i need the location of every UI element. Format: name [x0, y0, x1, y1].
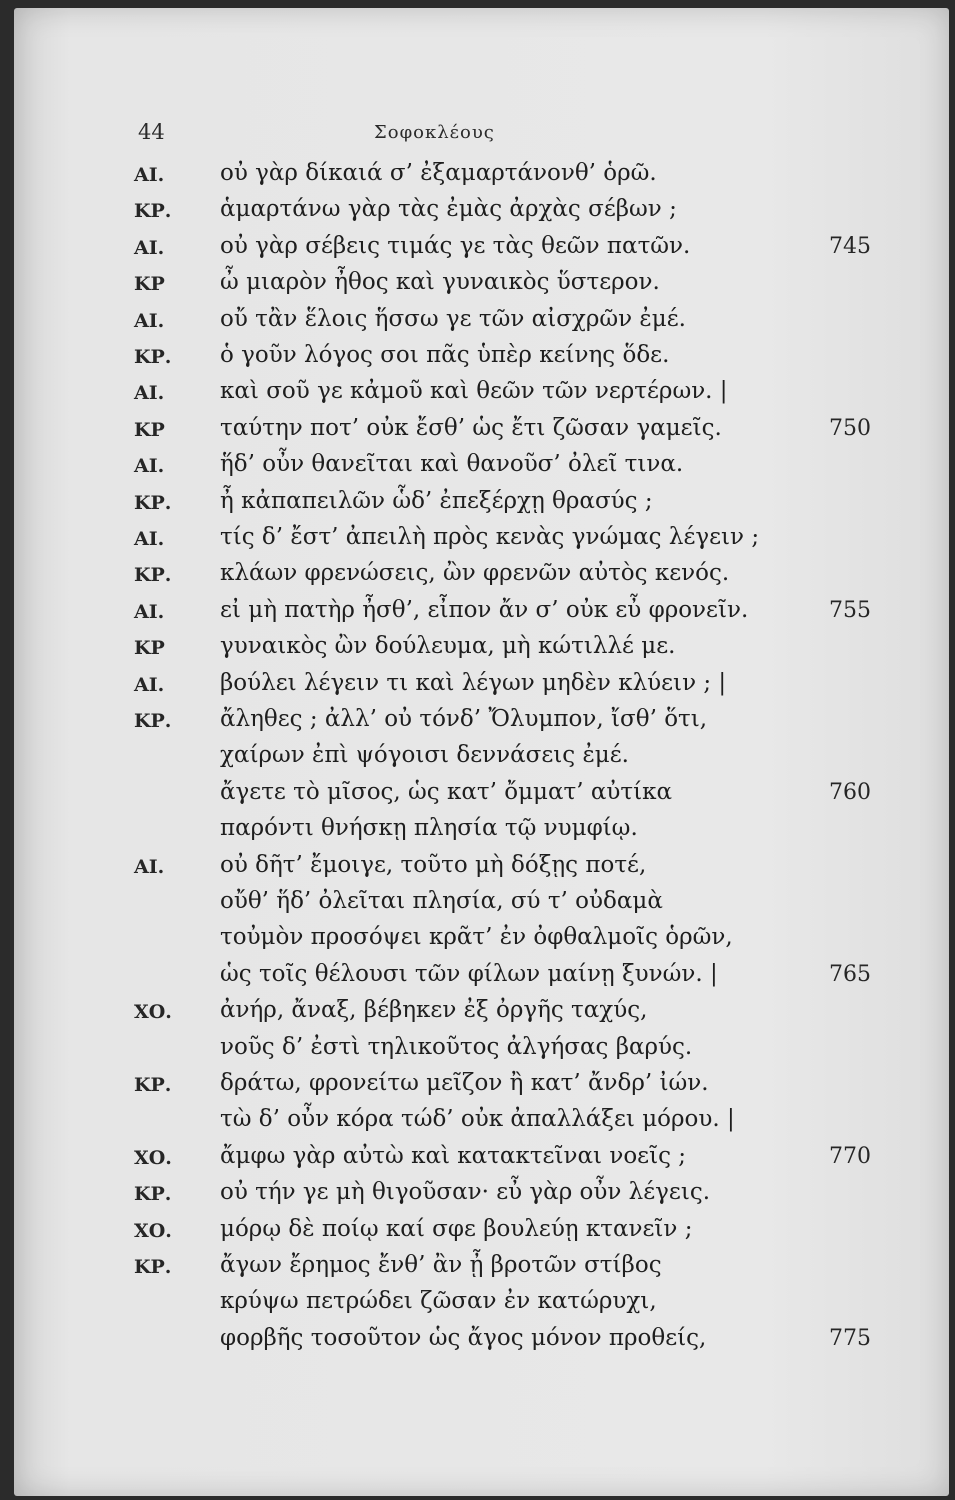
speaker-label: ΑΙ. [134, 164, 165, 186]
speaker-label: ΚΡ. [134, 710, 172, 732]
verse-line [14, 742, 949, 778]
verse-line [14, 1288, 949, 1324]
verse-line [14, 706, 949, 742]
line-number: 760 [829, 779, 871, 805]
line-number: 745 [829, 233, 871, 259]
verse-line [14, 160, 949, 196]
verse-line [14, 1034, 949, 1070]
speaker-label: ΑΙ. [134, 673, 165, 696]
verse-text: ἄμφω γὰρ αὐτὼ καὶ κατακτεῖναι νοεῖς ; [220, 1142, 687, 1169]
line-number: 750 [829, 415, 871, 441]
speaker-label: ΚΡ. [134, 564, 172, 587]
book-page [14, 8, 949, 1496]
verse-line [14, 378, 949, 414]
verse-line [14, 597, 949, 633]
verse-line [14, 269, 949, 305]
speaker-label: ΑΙ. [134, 600, 165, 623]
page-number: 44 [138, 120, 165, 144]
verse-line [14, 888, 949, 924]
verse-line [14, 633, 949, 669]
speaker-label: ΚΡ. [134, 346, 172, 368]
verse-line [14, 1143, 949, 1179]
verse-line [14, 196, 949, 232]
verse-text: εἰ μὴ πατὴρ ἦσθ’, εἶπον ἄν σ’ οὐκ εὖ φρονεῖν. [220, 596, 749, 623]
verse-text: ὁ γοῦν λόγος σοι πᾶς ὑπὲρ κείνης ὅδε. [220, 342, 670, 368]
speaker-label: ΑΙ. [134, 855, 165, 878]
verse-text: νοῦς δ’ ἐστὶ τηλικοῦτος ἀλγήσας βαρύς. [220, 1033, 693, 1060]
speaker-label: ΚΡ. [134, 491, 172, 514]
verse-text: οὔ τἂν ἕλοις ἥσσω γε τῶν αἰσχρῶν ἐμέ. [220, 305, 686, 332]
speaker-label: ΚΡ. [134, 1256, 172, 1278]
verse-text: τὼ δ’ οὖν κόρα τώδ’ οὐκ ἀπαλλάξει μόρου. | [220, 1106, 735, 1133]
verse-text: δράτω, φρονείτω μεῖζον ἢ κατ’ ἄνδρ’ ἰών. [220, 1070, 709, 1096]
verse-text: φορβῆς τοσοῦτον ὡς ἄγος μόνον προθείς, [220, 1324, 707, 1351]
verse-text: ταύτην ποτ’ οὐκ ἔσθ’ ὡς ἔτι ζῶσαν γαμεῖς. [220, 414, 722, 441]
verse-line [14, 852, 949, 888]
speaker-label: ΚΡ [134, 637, 165, 660]
verse-text: ἀνήρ, ἄναξ, βέβηκεν ἐξ ὀργῆς ταχύς, [220, 997, 648, 1024]
page-header [14, 120, 949, 150]
verse-text: οὐ δῆτ’ ἔμοιγε, τοῦτο μὴ δόξῃς ποτέ, [220, 851, 647, 878]
verse-line [14, 1216, 949, 1252]
verse-text: ἦ κἀπαπειλῶν ὧδ’ ἐπεξέρχῃ θρασύς ; [220, 487, 653, 514]
verse-text: οὐ γὰρ σέβεις τιμάς γε τὰς θεῶν πατῶν. [220, 232, 691, 259]
speaker-label: ΧΟ. [134, 1146, 172, 1169]
verse-text: κρύψω πετρώδει ζῶσαν ἐν κατώρυχι, [220, 1288, 657, 1315]
running-title: Σοφοκλέους [374, 122, 495, 143]
speaker-label: ΚΡ. [134, 200, 172, 223]
speaker-label: ΑΙ. [134, 528, 165, 550]
verse-text: ὡς τοῖς θέλουσι τῶν φίλων μαίνῃ ξυνών. | [220, 960, 718, 987]
line-number: 770 [829, 1143, 871, 1169]
speaker-label: ΚΡ. [134, 1074, 172, 1096]
speaker-label: ΑΙ. [134, 455, 165, 478]
verse-text: ἄγετε τὸ μῖσος, ὡς κατ’ ὄμματ’ αὐτίκα [220, 778, 673, 805]
verse-text: ἥδ’ οὖν θανεῖται καὶ θανοῦσ’ ὀλεῖ τινα. [220, 451, 684, 478]
verse-line [14, 488, 949, 524]
verse-text: ἄληθες ; ἀλλ’ οὐ τόνδ’ Ὄλυμπον, ἴσθ’ ὅτι, [220, 706, 708, 732]
speaker-label: ΧΟ. [134, 1219, 172, 1242]
verse-text: χαίρων ἐπὶ ψόγοισι δεννάσεις ἐμέ. [220, 742, 629, 769]
speaker-label: ΧΟ. [134, 1001, 172, 1024]
verse-text: τίς δ’ ἔστ’ ἀπειλὴ πρὸς κενὰς γνώμας λέγειν ; [220, 524, 760, 550]
verse-line [14, 1252, 949, 1288]
verse-line [14, 560, 949, 596]
speaker-label: ΚΡ. [134, 1183, 172, 1206]
line-number: 765 [829, 961, 871, 987]
verse-text: παρόντι θνήσκῃ πλησία τῷ νυμφίῳ. [220, 815, 638, 842]
verse-line [14, 342, 949, 378]
verse-line [14, 415, 949, 451]
speaker-label: ΑΙ. [134, 309, 165, 332]
verse-text: κλάων φρενώσεις, ὢν φρενῶν αὐτὸς κενός. [220, 560, 730, 587]
verse-line [14, 924, 949, 960]
verse-text: οὐ τήν γε μὴ θιγοῦσαν· εὖ γὰρ οὖν λέγεις. [220, 1179, 711, 1206]
verse-text: καὶ σοῦ γε κἀμοῦ καὶ θεῶν τῶν νερτέρων. | [220, 378, 728, 405]
verse-line [14, 306, 949, 342]
verse-text: ἄγων ἔρημος ἔνθ’ ἂν ᾖ βροτῶν στίβος [220, 1252, 662, 1278]
verse-line [14, 1070, 949, 1106]
verse-line [14, 451, 949, 487]
verse-line [14, 670, 949, 706]
verse-text: οὐ γὰρ δίκαιά σ’ ἐξαμαρτάνονθ’ ὁρῶ. [220, 160, 657, 186]
line-number: 775 [829, 1325, 871, 1351]
verse-text: οὔθ’ ἥδ’ ὀλεῖται πλησία, σύ τ’ οὐδαμὰ [220, 888, 663, 914]
speaker-label: ΚΡ [134, 418, 165, 441]
verse-text: βούλει λέγειν τι καὶ λέγων μηδὲν κλύειν ; | [220, 669, 727, 696]
verse-line [14, 815, 949, 851]
verse-line [14, 779, 949, 815]
verse-line [14, 961, 949, 997]
verse-line [14, 1106, 949, 1142]
speaker-label: ΚΡ [134, 273, 165, 296]
verse-line [14, 1179, 949, 1215]
verse-text: τοὐμὸν προσόψει κρᾶτ’ ἐν ὀφθαλμοῖς ὁρῶν, [220, 924, 733, 951]
verse-line [14, 524, 949, 560]
speaker-label: ΑΙ. [134, 382, 165, 405]
verse-line [14, 997, 949, 1033]
verse-text: ὦ μιαρὸν ἦθος καὶ γυναικὸς ὕστερον. [220, 269, 660, 296]
verse-text: μόρῳ δὲ ποίῳ καί σφε βουλεύῃ κτανεῖν ; [220, 1215, 693, 1242]
verse-text: ἁμαρτάνω γὰρ τὰς ἐμὰς ἀρχὰς σέβων ; [220, 196, 677, 223]
verse-line [14, 233, 949, 269]
verse-line [14, 1325, 949, 1361]
verse-text: γυναικὸς ὢν δούλευμα, μὴ κώτιλλέ με. [220, 633, 676, 660]
speaker-label: ΑΙ. [134, 236, 165, 259]
line-number: 755 [829, 597, 871, 623]
